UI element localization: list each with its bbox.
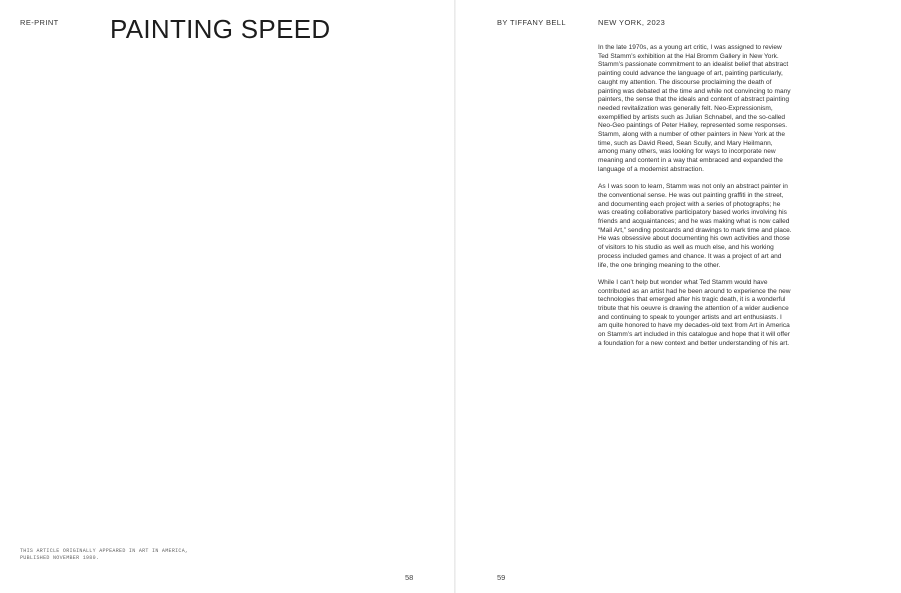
author-byline: BY TIFFANY BELL [497,18,566,27]
footnote-line: PUBLISHED NOVEMBER 1980. [20,554,100,561]
article-body [598,44,792,357]
section-label: RE-PRINT [20,18,59,27]
body-paragraph: As I was soon to learn, Stamm was not only an abstract painter in the conventional sense. He was out painting graffiti in the street, and documenting each project with a series of photographs; he was creating collaborative participatory based works involving his friends and acquaintances; and he was making what is now called “Mail Art,” sending postcards and drawings to mark time and place. He was obsessive about documenting his own activities and those of visitors to his studio as well as much else, and his working process included games and chance. It was a project of art and life, the one bringing meaning to the other. [598,183,792,269]
right-page [455,0,901,593]
page-number-right: 59 [497,573,506,582]
article-title: PAINTING SPEED [110,14,331,44]
source-footnote [20,548,260,561]
dateline: NEW YORK, 2023 [598,18,666,27]
body-paragraph: While I can’t help but wonder what Ted Stamm would have contributed as an artist had he been around to experience the new technologies that emerged after his tragic death, it is a wonderful tribute that his oeuvre is drawing the attention of a wider audience and continuing to speak to younger artists and art enthusiasts. I am quite honored to have my decades-old text from Art in America on Stamm’s art included in this catalogue and hope that it will offer a foundation for a new context and better understanding of his art. [598,278,791,347]
page-number-left: 58 [405,573,414,582]
body-paragraph: In the late 1970s, as a young art critic, I was assigned to review Ted Stamm’s exhibition at the Hal Bromm Gallery in New York. Stamm’s passionate commitment to an idealist belief that abstract painting could advance the language of art, painting particularly, caught my attention. The discourse proclaiming the death of painting was debated at the time and while not convincing to many painters, the sense that the ideals and content of abstract painting needed revitalization was generally felt. Neo-Expressionism, exemplified by artists such as Julian Schnabel, and the so-called Neo-Geo paintings of Peter Halley, represented some responses. Stamm, along with a number of other painters in New York at the time, such as David Reed, Sean Scully, and Mary Heilmann, among many others, was looking for ways to incorporate new meaning and content in a way that embraced and expanded the language of a modernist abstraction. [598,44,791,173]
footnote-line: THIS ARTICLE ORIGINALLY APPEARED IN ART IN AMERICA, [20,548,189,554]
